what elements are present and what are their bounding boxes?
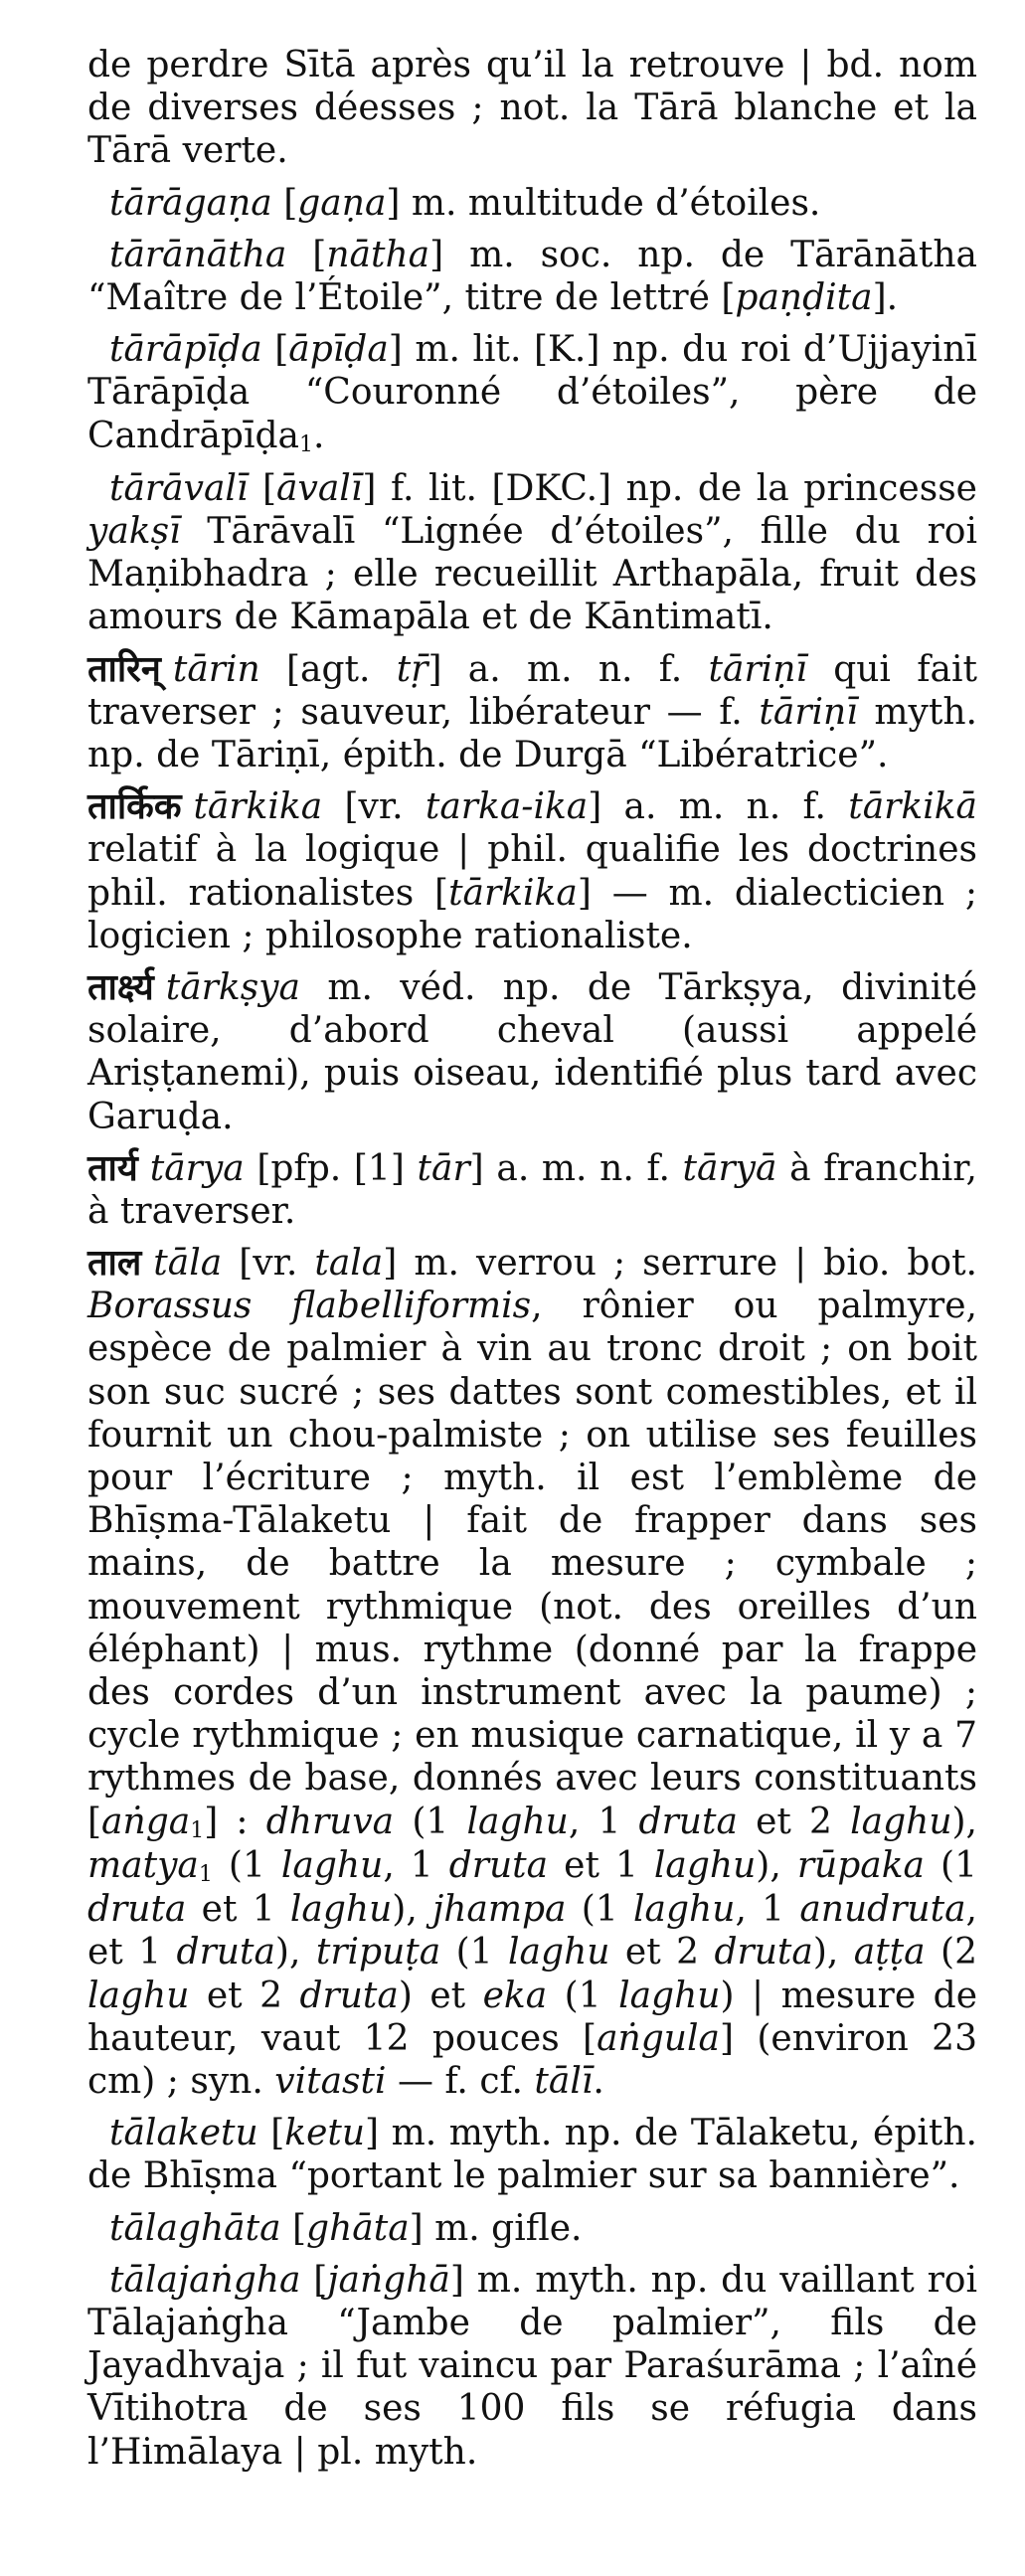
devanagari-headword: ताल (87, 1243, 142, 1285)
devanagari-headword: तार्किक (87, 786, 182, 828)
main-entry: तार्य tārya [pfp. [1] tār] a. m. n. f. tāryā à franchir, à traverser. (87, 1147, 977, 1232)
sub-entry: tālaghāta [ghāta] m. gifle. (109, 2207, 583, 2249)
sub-entry: tārāpīḍa [āpīḍa] m. lit. [K.] np. du roi d’Ujjayinī Tārāpīḍa “Couronné d’étoiles”, père de Candrāpīḍa1. (87, 329, 977, 457)
sub-entry: tārānātha [nātha] m. soc. np. de Tārānātha “Maître de l’Étoile”, titre de lettré [paṇḍita]. (87, 234, 977, 318)
sub-entry: tārāvalī [āvalī] f. lit. [DKC.] np. de la princesse yakṣī Tārāvalī “Lignée d’étoiles”, fille du roi Maṇibhadra ; elle recueillit Arthapāla, fruit des amours de Kāmapāla et de Kāntimatī. (87, 467, 977, 638)
sub-entry: tālajaṅgha [jaṅghā] m. myth. np. du vaillant roi Tālajaṅgha “Jambe de palmier”, fils de Jayadhvaja ; il fut vaincu par Paraśurāma ; l’aîné Vītihotra de ses 100 fils se réfugia dans l’Himālaya | pl. myth. (87, 2259, 977, 2473)
main-entry: ताल tāla [vr. tala] m. verrou ; serrure | bio. bot. Borassus flabelliformis, rônier ou palmyre, espèce de palmier à vin au tronc droit ; on boit son suc sucré ; ses dattes sont comestibles, et il fournit un chou-palmiste ; on utilise ses feuilles pour l’écriture ; myth. il est l’emblème de Bhīṣma-Tālaketu | fait de frapper dans ses mains, de battre la mesure ; cymbale ; mouvement rythmique (not. des oreilles d’un éléphant) | mus. rythme (donné par la frappe des cordes d’un instrument avec la paume) ; cycle rythmique ; en musique carnatique, il y a 7 rythmes de base, donnés avec leurs constituants [aṅga1] : dhruva (1 laghu, 1 druta et 2 laghu), matya1 (1 laghu, 1 druta et 1 laghu), rūpaka (1 druta et 1 laghu), jhampa (1 laghu, 1 anudruta, et 1 druta), tripuṭa (1 laghu et 2 druta), aṭṭa (2 laghu et 2 druta) et eka (1 laghu) | mesure de hauteur, vaut 12 pouces [aṅgula] (environ 23 cm) ; syn. vitasti — f. cf. tālī. (87, 1243, 978, 2103)
sub-entry: tālaketu [ketu] m. myth. np. de Tālaketu, épith. de Bhīṣma “portant le palmier sur sa bannière”. (87, 2113, 977, 2197)
main-entry: तार्किक tārkika [vr. tarka-ika] a. m. n. f. tārkikā relatif à la logique | phil. qualifie les doctrines phil. rationalistes [tārkika] — m. dialecticien ; logicien ; philosophe rationaliste. (87, 786, 977, 956)
devanagari-headword: तार्य (87, 1147, 138, 1189)
main-entry: तारिन् tārin [agt. tṝ] a. m. n. f. tāriṇī qui fait traverser ; sauveur, libérateur — f. tāriṇī myth. np. de Tāriṇī, épith. de Durgā “Libératrice”. (87, 648, 977, 776)
devanagari-headword: तारिन् (87, 648, 161, 690)
sub-entry: tārāgaṇa [gaṇa] m. multitude d’étoiles. (109, 182, 821, 224)
continued-entry: de perdre Sītā après qu’il la retrouve | bd. nom de diverses déesses ; not. la Tārā blanche et la Tārā verte. (87, 45, 977, 172)
main-entry: तार्क्ष्य tārkṣya m. véd. np. de Tārkṣya, divinité solaire, d’abord cheval (aussi appelé Ariṣṭanemi), puis oiseau, identifié plus tard avec Garuḍa. (87, 966, 977, 1137)
devanagari-headword: तार्क्ष्य (87, 966, 154, 1008)
